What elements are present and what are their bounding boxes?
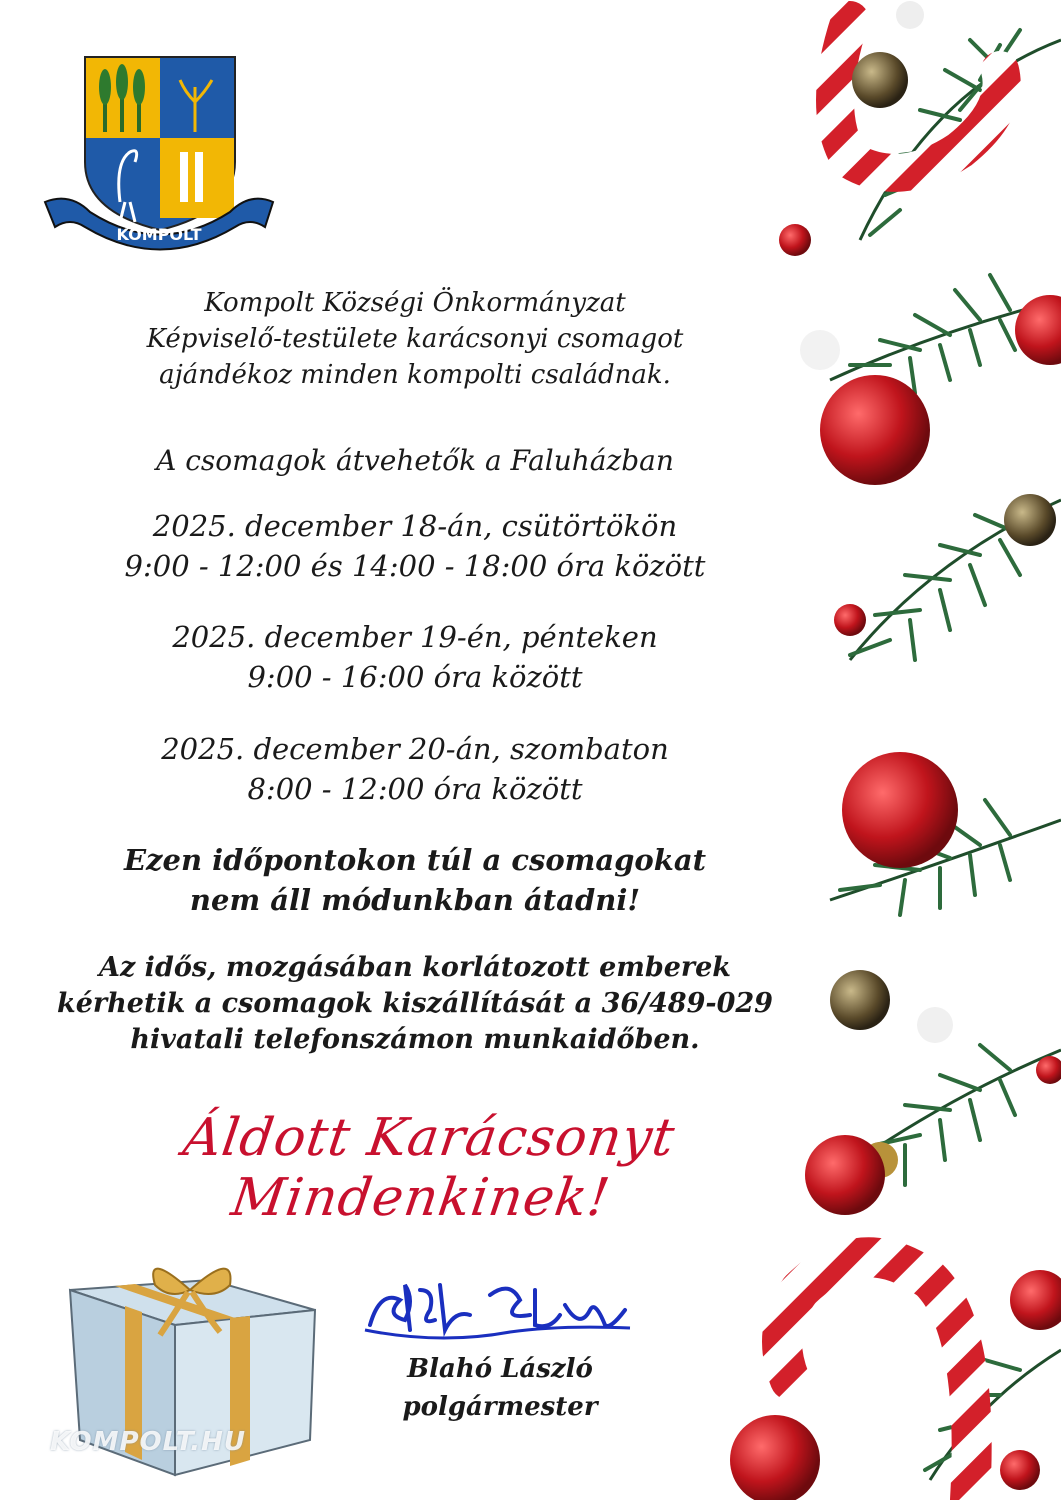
info-line: hivatali telefonszámon munkaidőben.: [130, 1024, 700, 1055]
schedule-date: 2025. december 18-án, csütörtökön: [152, 509, 678, 543]
schedule-day-1: [40, 506, 790, 586]
pickup-location: A csomagok átvehetők a Faluházban: [156, 444, 674, 477]
intro-line: Képviselő-testülete karácsonyi csomagot: [146, 324, 684, 354]
schedule-hours: 9:00 - 16:00 óra között: [247, 660, 583, 694]
christmas-greeting: Áldott Karácsonyt Mindenkinek!: [179, 1108, 679, 1228]
schedule-date: 2025. december 20-án, szombaton: [161, 732, 669, 766]
schedule-date: 2025. december 19-én, pénteken: [172, 620, 658, 654]
intro-text: [40, 285, 790, 393]
intro-line: ajándékoz minden kompolti családnak.: [159, 360, 671, 390]
christmas-decoration: [680, 0, 1061, 1500]
schedule-day-2: [40, 617, 790, 697]
kompolt-coat-of-arms: [40, 52, 278, 252]
crest-banner-text: KOMPOLT: [116, 225, 202, 244]
watermark-text: KOMPOLT.HU: [50, 1427, 246, 1457]
intro-line: Kompolt Községi Önkormányzat: [204, 288, 626, 318]
delivery-info: [40, 950, 790, 1058]
info-line: Az idős, mozgásában korlátozott emberek: [99, 952, 731, 983]
schedule-hours: 8:00 - 12:00 óra között: [247, 772, 583, 806]
warning-text: [40, 840, 790, 920]
signer-title: polgármester: [402, 1392, 598, 1422]
info-line: kérhetik a csomagok kiszállítását a 36/489-029: [57, 988, 773, 1019]
schedule-hours: 9:00 - 12:00 és 14:00 - 18:00 óra között: [124, 549, 706, 583]
schedule-day-3: [40, 729, 790, 809]
signer-name: Blahó László: [407, 1354, 593, 1384]
warning-line: nem áll módunkban átadni!: [189, 883, 641, 917]
handwritten-signature: [360, 1270, 640, 1350]
warning-line: Ezen időpontokon túl a csomagokat: [123, 843, 707, 877]
